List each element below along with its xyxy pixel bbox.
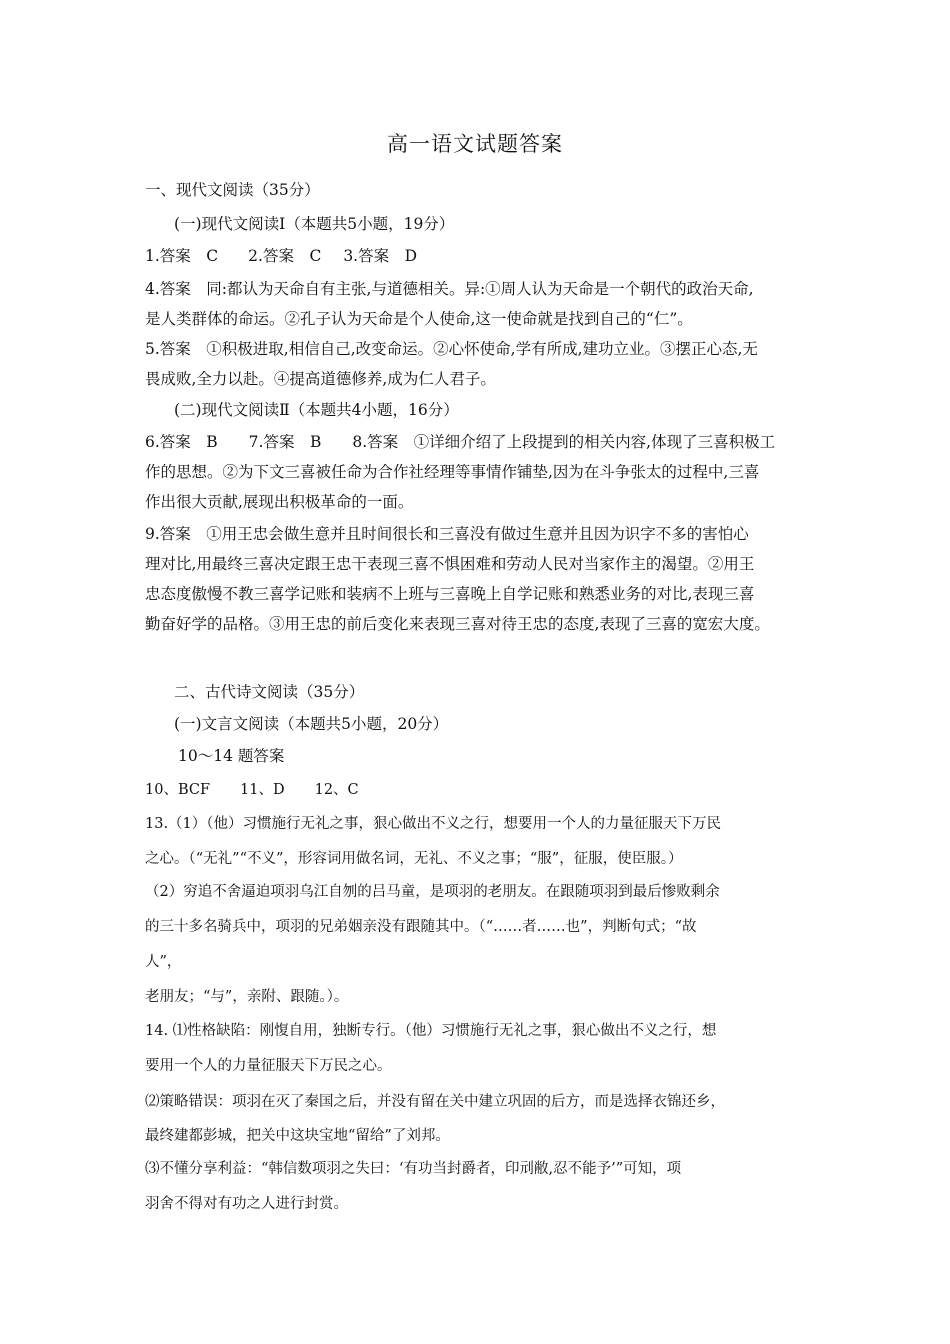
- answer-q6-8-line: 6.答案 B 7.答案 B 8.答案 ①详细介绍了上段提到的相关内容,体现了三喜积极工: [145, 433, 776, 451]
- section-1-heading: 一、现代文阅读（35分）: [145, 181, 320, 199]
- answer-q9-line: 勤奋好学的品格。③用王忠的前后变化来表现三喜对待王忠的态度,表现了三喜的宽宏大度。: [145, 615, 770, 633]
- section-2-sub-1: (一)文言文阅读（本题共5小题，20分）: [174, 715, 449, 733]
- answer-q5-line: 5.答案 ①积极进取,相信自己,改变命运。②心怀使命,学有所成,建功立业。③摆正心态,无: [145, 340, 758, 358]
- answers-1-3: [145, 246, 417, 266]
- answer-q14-line: 羽舍不得对有功之人进行封赏。: [145, 1196, 348, 1212]
- answer-q14-line: ⑵策略错误：项羽在灭了秦国之后，并没有留在关中建立巩固的后方，而是选择衣锦还乡，: [145, 1094, 725, 1110]
- answer-q13-line: 13.（1）（他）习惯施行无礼之事，狠心做出不义之行，想要用一个人的力量征服天下万民: [145, 816, 722, 832]
- answer-q8-line: 作出很大贡献,展现出积极革命的一面。: [145, 493, 414, 511]
- answers-10-12: [145, 780, 359, 800]
- section-1-sub-2: (二)现代文阅读Ⅱ（本题共4小题，16分）: [174, 401, 459, 419]
- answer-q13-line: 之心。（“无礼”“不义”，形容词用做名词，无礼、不义之事；“服”，征服，使臣服。）: [145, 851, 683, 867]
- answer-q3: 3.答案 D: [343, 247, 418, 265]
- answer-q4-line: 是人类群体的命运。②孔子认为天命是个人使命,这一使命就是找到自己的“仁”。: [145, 310, 693, 328]
- answer-q5-line: 畏成败,全力以赴。④提高道德修养,成为仁人君子。: [145, 370, 496, 388]
- answer-q12: 12、C: [314, 782, 359, 798]
- answer-q14-line: ⑶不懂分享利益：“韩信数项羽之失曰：‘有功当封爵者，印刓敝,忍不能予’”可知，项: [145, 1161, 682, 1177]
- answer-q13-line: （2）穷追不舍逼迫项羽乌江自刎的吕马童，是项羽的老朋友。在跟随项羽到最后惨败剩余: [145, 884, 720, 900]
- answer-q9-line: 9.答案 ①用王忠会做生意并且时间很长和三喜没有做过生意并且因为识字不多的害怕心: [145, 525, 749, 543]
- answer-q9-line: 理对比,用最终三喜决定跟王忠干表现三喜不惧困难和劳动人民对当家作主的渴望。②用王: [145, 555, 755, 573]
- answer-q9-line: 忠态度傲慢不教三喜学记账和装病不上班与三喜晚上自学记账和熟悉业务的对比,表现三喜: [145, 585, 755, 603]
- answer-q1: 1.答案 C: [145, 247, 219, 265]
- answer-q10: 10、BCF: [145, 782, 211, 798]
- answer-q13-line: 人”，: [145, 954, 182, 970]
- answer-q14-line: 14. ⑴性格缺陷：刚愎自用，独断专行。（他）习惯施行无礼之事，狠心做出不义之行，想: [145, 1023, 717, 1039]
- answer-q2: 2.答案 C: [248, 247, 322, 265]
- answer-q8-line: 作的思想。②为下文三喜被任命为合作社经理等事情作铺垫,因为在斗争张太的过程中,三喜: [145, 463, 760, 481]
- section-2-heading: 二、古代诗文阅读（35分）: [174, 683, 365, 701]
- answer-q13-line: 的三十多名骑兵中，项羽的兄弟姻亲没有跟随其中。（“……者……也”，判断句式；“故: [145, 919, 697, 935]
- answer-q14-line: 要用一个人的力量征服天下万民之心。: [145, 1058, 392, 1074]
- answer-q14-line: 最终建都彭城，把关中这块宝地“留给”了刘邦。: [145, 1128, 450, 1144]
- answer-q4-line: 4.答案 同:都认为天命自有主张,与道德相关。异:①周人认为天命是一个朝代的政治天命,: [145, 280, 754, 298]
- page-title: 高一语文试题答案: [387, 132, 563, 156]
- answer-q11: 11、D: [240, 782, 285, 798]
- section-1-sub-1: (一)现代文阅读Ⅰ（本题共5小题，19分）: [174, 215, 455, 233]
- answer-range-label: 10～14 题答案: [178, 747, 285, 765]
- answer-q13-line: 老朋友；“与”，亲附、跟随。）。: [145, 989, 349, 1005]
